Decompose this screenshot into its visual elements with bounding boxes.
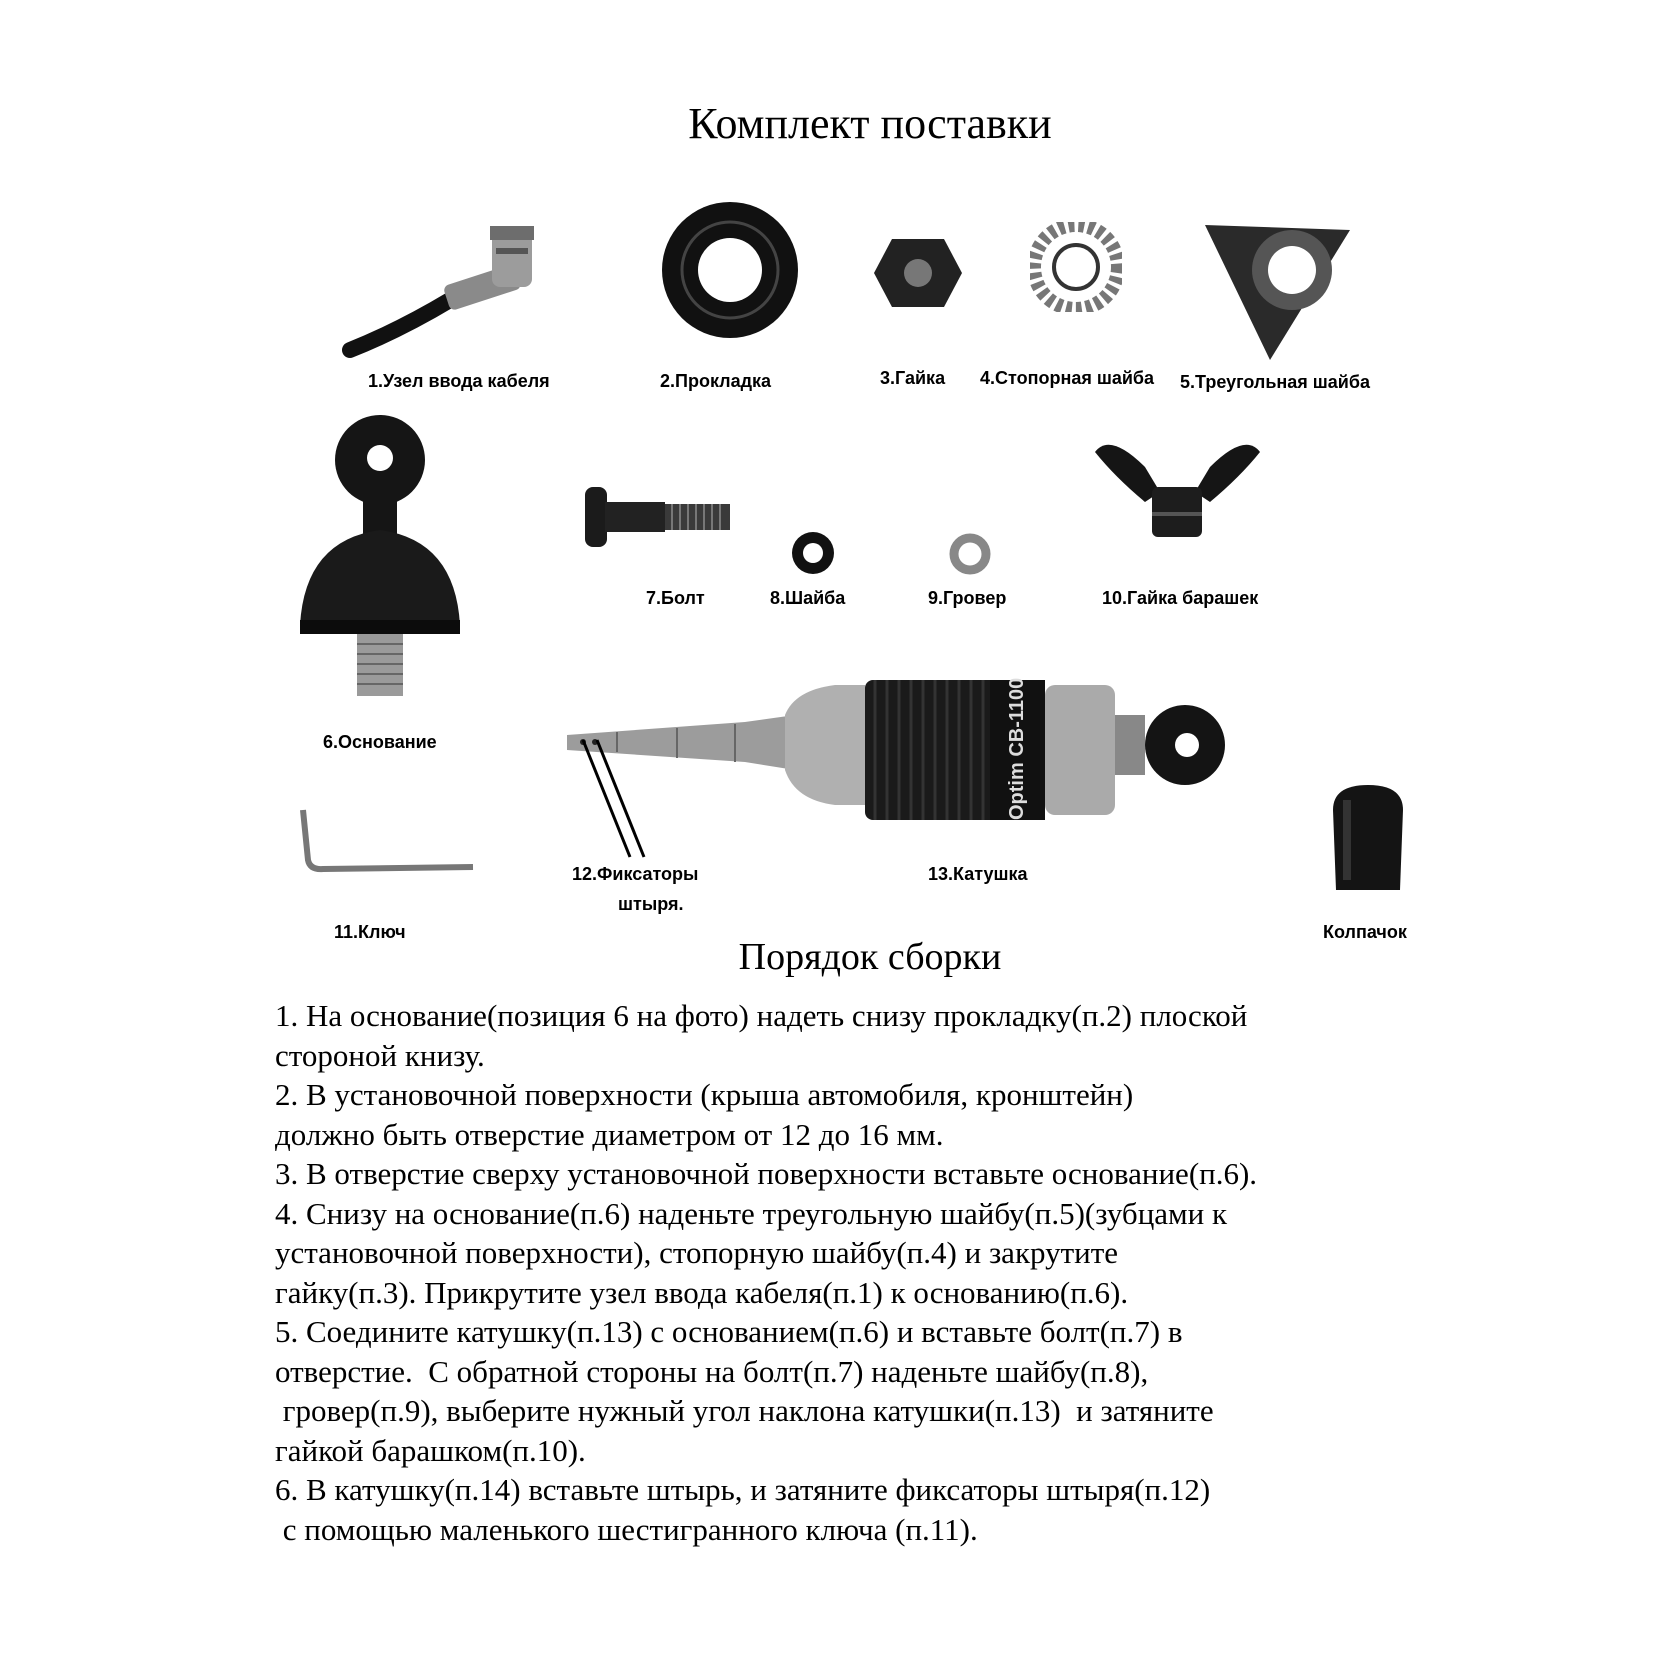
instruction-line: 5. Соедините катушку(п.13) с основанием(п.6) и вставьте болт(п.7) в xyxy=(275,1314,1183,1349)
instruction-line: 4. Снизу на основание(п.6) наденьте треугольную шайбу(п.5)(зубцами к xyxy=(275,1195,1228,1231)
part-label-coil: 13.Катушка xyxy=(928,864,1028,884)
part-label-hex-key: 11.Ключ xyxy=(334,922,406,942)
part-label-lock-washer: 4.Стопорная шайба xyxy=(980,368,1155,388)
instruction-line: гайкой барашком(п.10). xyxy=(275,1432,586,1468)
part-label-washer: 8.Шайба xyxy=(770,588,846,608)
instruction-line: отверстие. С обратной стороны на болт(п.7) наденьте шайбу(п.8), xyxy=(275,1353,1149,1389)
cable-entry-image xyxy=(340,220,570,360)
nut-image xyxy=(872,235,964,310)
instruction-line: 6. В катушку(п.14) вставьте штырь, и затяните фиксаторы штыря(п.12) xyxy=(275,1472,1211,1507)
wing-nut-image xyxy=(1090,432,1265,542)
hex-key-image xyxy=(298,805,478,875)
instruction-line: установочной поверхности), стопорную шайбу(п.4) и закрутите xyxy=(275,1235,1119,1270)
assembly-title: Порядок сборки xyxy=(738,936,1002,978)
assembly-instructions xyxy=(275,996,1505,1549)
instruction-line: 1. На основание(позиция 6 на фото) надеть снизу прокладку(п.2) плоской xyxy=(275,998,1248,1033)
part-label-spring-washer: 9.Гровер xyxy=(928,588,1007,608)
part-label-wing-nut: 10.Гайка барашек xyxy=(1102,588,1259,608)
instruction-line: стороной книзу. xyxy=(275,1037,485,1073)
instruction-line: должно быть отверстие диаметром от 12 до 16 мм. xyxy=(275,1116,944,1152)
page-title: Комплект поставки xyxy=(688,99,1052,148)
locks-pointer-lines xyxy=(580,735,650,860)
part-label-locks-line2: штыря. xyxy=(618,894,684,914)
part-label-locks-line1: 12.Фиксаторы xyxy=(572,864,699,884)
base-image xyxy=(295,410,465,700)
part-label-cable-entry: 1.Узел ввода кабеля xyxy=(368,371,550,391)
instruction-line: 3. В отверстие сверху установочной поверхности вставьте основание(п.6). xyxy=(275,1156,1258,1191)
cap-image xyxy=(1328,780,1408,895)
part-label-cap: Колпачок xyxy=(1323,922,1407,942)
instruction-line: гровер(п.9), выберите нужный угол наклона катушки(п.13) и затяните xyxy=(275,1393,1214,1428)
part-label-gasket: 2.Прокладка xyxy=(660,371,772,391)
part-label-base: 6.Основание xyxy=(323,732,437,752)
coil-image xyxy=(565,670,1245,830)
part-label-nut: 3.Гайка xyxy=(880,368,946,388)
part-label-bolt: 7.Болт xyxy=(646,588,705,608)
gasket-image xyxy=(655,195,805,345)
instruction-line: гайку(п.3). Прикрутите узел ввода кабеля(п.1) к основанию(п.6). xyxy=(275,1274,1129,1310)
lock-washer-image xyxy=(1030,222,1122,312)
spring-washer-image xyxy=(948,532,992,576)
instruction-line: 2. В установочной поверхности (крыша автомобиля, кронштейн) xyxy=(275,1077,1134,1112)
bolt-image xyxy=(580,482,735,552)
triangular-washer-image xyxy=(1200,220,1355,365)
instruction-line: с помощью маленького шестигранного ключа (п.11). xyxy=(275,1511,978,1547)
part-label-triangular-washer: 5.Треугольная шайба xyxy=(1180,372,1371,392)
coil-brand-text: Optim CB-1100 xyxy=(1006,677,1028,820)
washer-image xyxy=(788,528,838,578)
